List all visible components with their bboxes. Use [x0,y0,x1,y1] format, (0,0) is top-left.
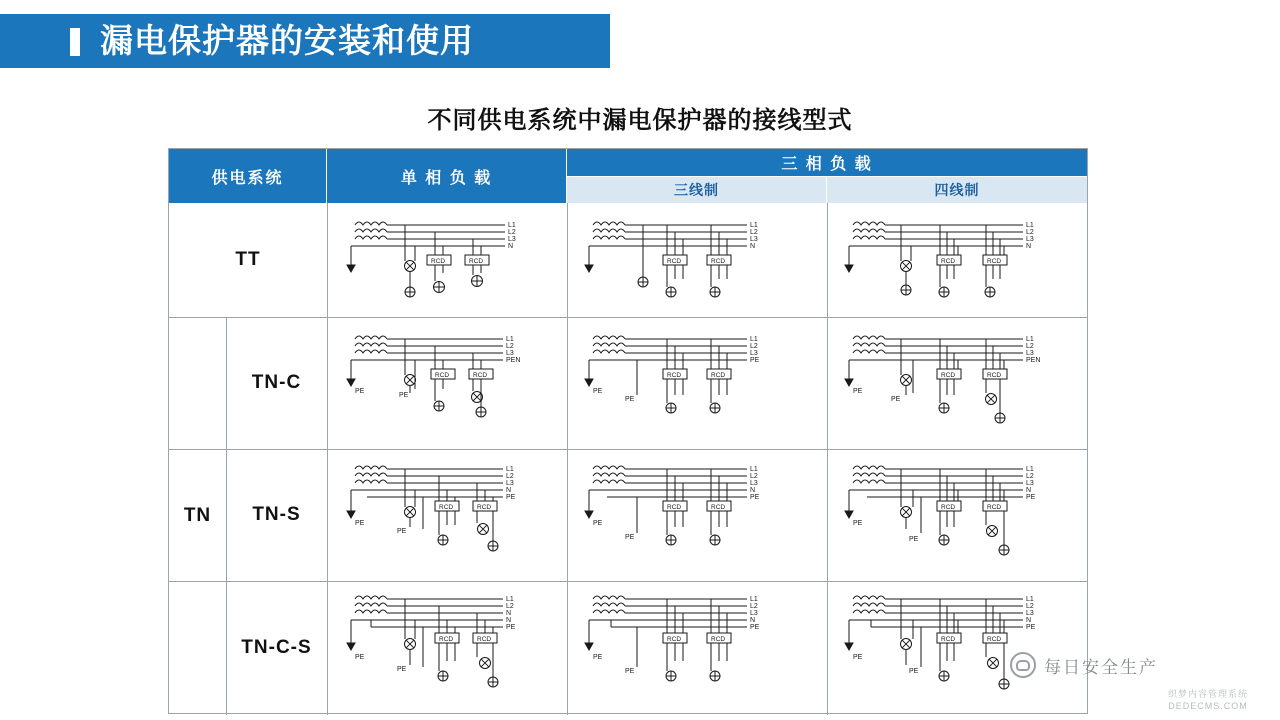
page-header [0,14,1280,68]
svg-text:L2: L2 [1026,603,1034,610]
diagram-tnc-single-phase [327,317,567,449]
svg-text:RCD: RCD [711,504,726,511]
svg-text:PE: PE [750,494,760,501]
svg-text:L1: L1 [1026,336,1034,343]
weixin-watermark [1010,652,1158,678]
svg-text:L3: L3 [750,350,758,357]
diagram-tncs-four-wire [827,581,1087,715]
svg-text:L3: L3 [508,236,516,243]
svg-text:RCD: RCD [711,636,726,643]
row-group-label-tn: TN [183,505,212,526]
svg-text:PEN: PEN [1026,357,1041,364]
header-three-phase-load: 三 相 负 载 [567,149,1087,176]
header-accent-tick [70,28,80,56]
svg-text:PE: PE [506,624,516,631]
weixin-icon [1010,652,1036,678]
svg-text:L2: L2 [506,603,514,610]
svg-text:L3: L3 [1026,350,1034,357]
svg-text:N: N [508,243,514,250]
svg-text:L1: L1 [750,596,758,603]
svg-text:N: N [750,487,756,494]
svg-text:N: N [506,487,512,494]
svg-text:PE: PE [891,396,901,403]
svg-text:RCD: RCD [667,636,682,643]
svg-text:N: N [506,610,512,617]
svg-text:PE: PE [625,668,635,675]
svg-text:N: N [750,617,756,624]
svg-text:PE: PE [750,624,760,631]
diagram-tns-three-wire [567,449,827,581]
svg-text:L1: L1 [750,336,758,343]
svg-text:L2: L2 [750,343,758,350]
svg-text:N: N [1026,617,1032,624]
svg-text:PE: PE [750,357,760,364]
svg-text:L2: L2 [750,603,758,610]
svg-text:L1: L1 [508,222,516,229]
svg-text:PE: PE [397,666,407,673]
svg-text:RCD: RCD [667,258,682,265]
svg-text:PE: PE [1026,494,1036,501]
svg-text:L1: L1 [750,222,758,229]
header-three-wire: 三线制 [567,176,827,203]
svg-text:RCD: RCD [941,636,956,643]
svg-text:RCD: RCD [473,372,488,379]
svg-text:L2: L2 [1026,473,1034,480]
diagram-tns-single-phase [327,449,567,581]
dedecms-watermark [1168,688,1248,712]
svg-text:L3: L3 [1026,480,1034,487]
svg-text:N: N [506,617,512,624]
svg-text:RCD: RCD [667,372,682,379]
svg-text:N: N [1026,243,1032,250]
svg-text:L2: L2 [750,229,758,236]
svg-text:L2: L2 [1026,343,1034,350]
svg-text:PE: PE [593,520,603,527]
diagram-tncs-three-wire [567,581,827,715]
svg-text:RCD: RCD [667,504,682,511]
svg-text:RCD: RCD [941,372,956,379]
dedecms-line2: DEDECMS.COM [1168,701,1248,711]
svg-text:L2: L2 [1026,229,1034,236]
svg-text:L2: L2 [506,343,514,350]
svg-text:L2: L2 [506,473,514,480]
svg-text:RCD: RCD [711,258,726,265]
svg-text:RCD: RCD [477,504,492,511]
page-title: 漏电保护器的安装和使用 [100,22,474,59]
svg-text:PE: PE [909,536,919,543]
svg-text:PE: PE [625,534,635,541]
svg-text:PE: PE [355,654,365,661]
svg-text:RCD: RCD [477,636,492,643]
svg-text:RCD: RCD [711,372,726,379]
dedecms-line1: 织梦内容管理系统 [1168,689,1249,699]
svg-text:L1: L1 [1026,222,1034,229]
wiring-types-table [168,148,1088,714]
section-title: 不同供电系统中漏电保护器的接线型式 [427,107,853,134]
diagram-tnc-four-wire [827,317,1087,449]
svg-text:L1: L1 [750,466,758,473]
svg-text:RCD: RCD [987,372,1002,379]
svg-text:L1: L1 [1026,466,1034,473]
svg-text:PE: PE [909,668,919,675]
svg-text:RCD: RCD [469,258,484,265]
header-single-phase-load: 单 相 负 载 [327,149,567,203]
diagram-tnc-three-wire [567,317,827,449]
svg-text:PE: PE [506,494,516,501]
diagram-tt-three-wire [567,203,827,317]
svg-text:L3: L3 [506,350,514,357]
svg-text:L3: L3 [1026,610,1034,617]
svg-text:PE: PE [1026,624,1036,631]
diagram-tns-four-wire [827,449,1087,581]
row-label-tncs: TN-C-S [241,637,312,658]
svg-text:PE: PE [593,388,603,395]
svg-text:L1: L1 [1026,596,1034,603]
diagram-tt-single-phase [327,203,567,317]
diagram-tncs-single-phase [327,581,567,715]
svg-text:L3: L3 [750,236,758,243]
svg-text:PEN: PEN [506,357,521,364]
svg-text:RCD: RCD [439,504,454,511]
diagram-tt-four-wire [827,203,1087,317]
svg-text:PE: PE [397,528,407,535]
svg-text:PE: PE [625,396,635,403]
svg-text:N: N [1026,487,1032,494]
svg-text:RCD: RCD [435,372,450,379]
svg-text:L1: L1 [506,466,514,473]
table-header [169,149,1087,203]
svg-text:N: N [750,243,756,250]
svg-text:L1: L1 [506,596,514,603]
svg-text:L3: L3 [1026,236,1034,243]
svg-text:L2: L2 [750,473,758,480]
svg-text:L3: L3 [506,480,514,487]
svg-text:RCD: RCD [439,636,454,643]
row-label-tnc: TN-C [251,372,302,393]
svg-text:L3: L3 [750,610,758,617]
svg-text:PE: PE [853,520,863,527]
svg-text:L1: L1 [506,336,514,343]
svg-text:RCD: RCD [987,504,1002,511]
row-label-tt: TT [235,249,261,270]
svg-text:PE: PE [399,392,409,399]
svg-text:L2: L2 [508,229,516,236]
svg-text:RCD: RCD [987,636,1002,643]
svg-text:PE: PE [593,654,603,661]
svg-text:RCD: RCD [941,258,956,265]
svg-text:L3: L3 [750,480,758,487]
svg-text:RCD: RCD [941,504,956,511]
header-supply-system: 供电系统 [169,149,327,203]
svg-text:RCD: RCD [987,258,1002,265]
svg-text:PE: PE [355,520,365,527]
weixin-label: 每日安全生产 [1044,657,1158,677]
row-label-tns: TN-S [252,504,301,525]
svg-text:PE: PE [853,388,863,395]
header-four-wire: 四线制 [827,176,1087,203]
svg-text:PE: PE [853,654,863,661]
svg-text:RCD: RCD [431,258,446,265]
svg-text:PE: PE [355,388,365,395]
